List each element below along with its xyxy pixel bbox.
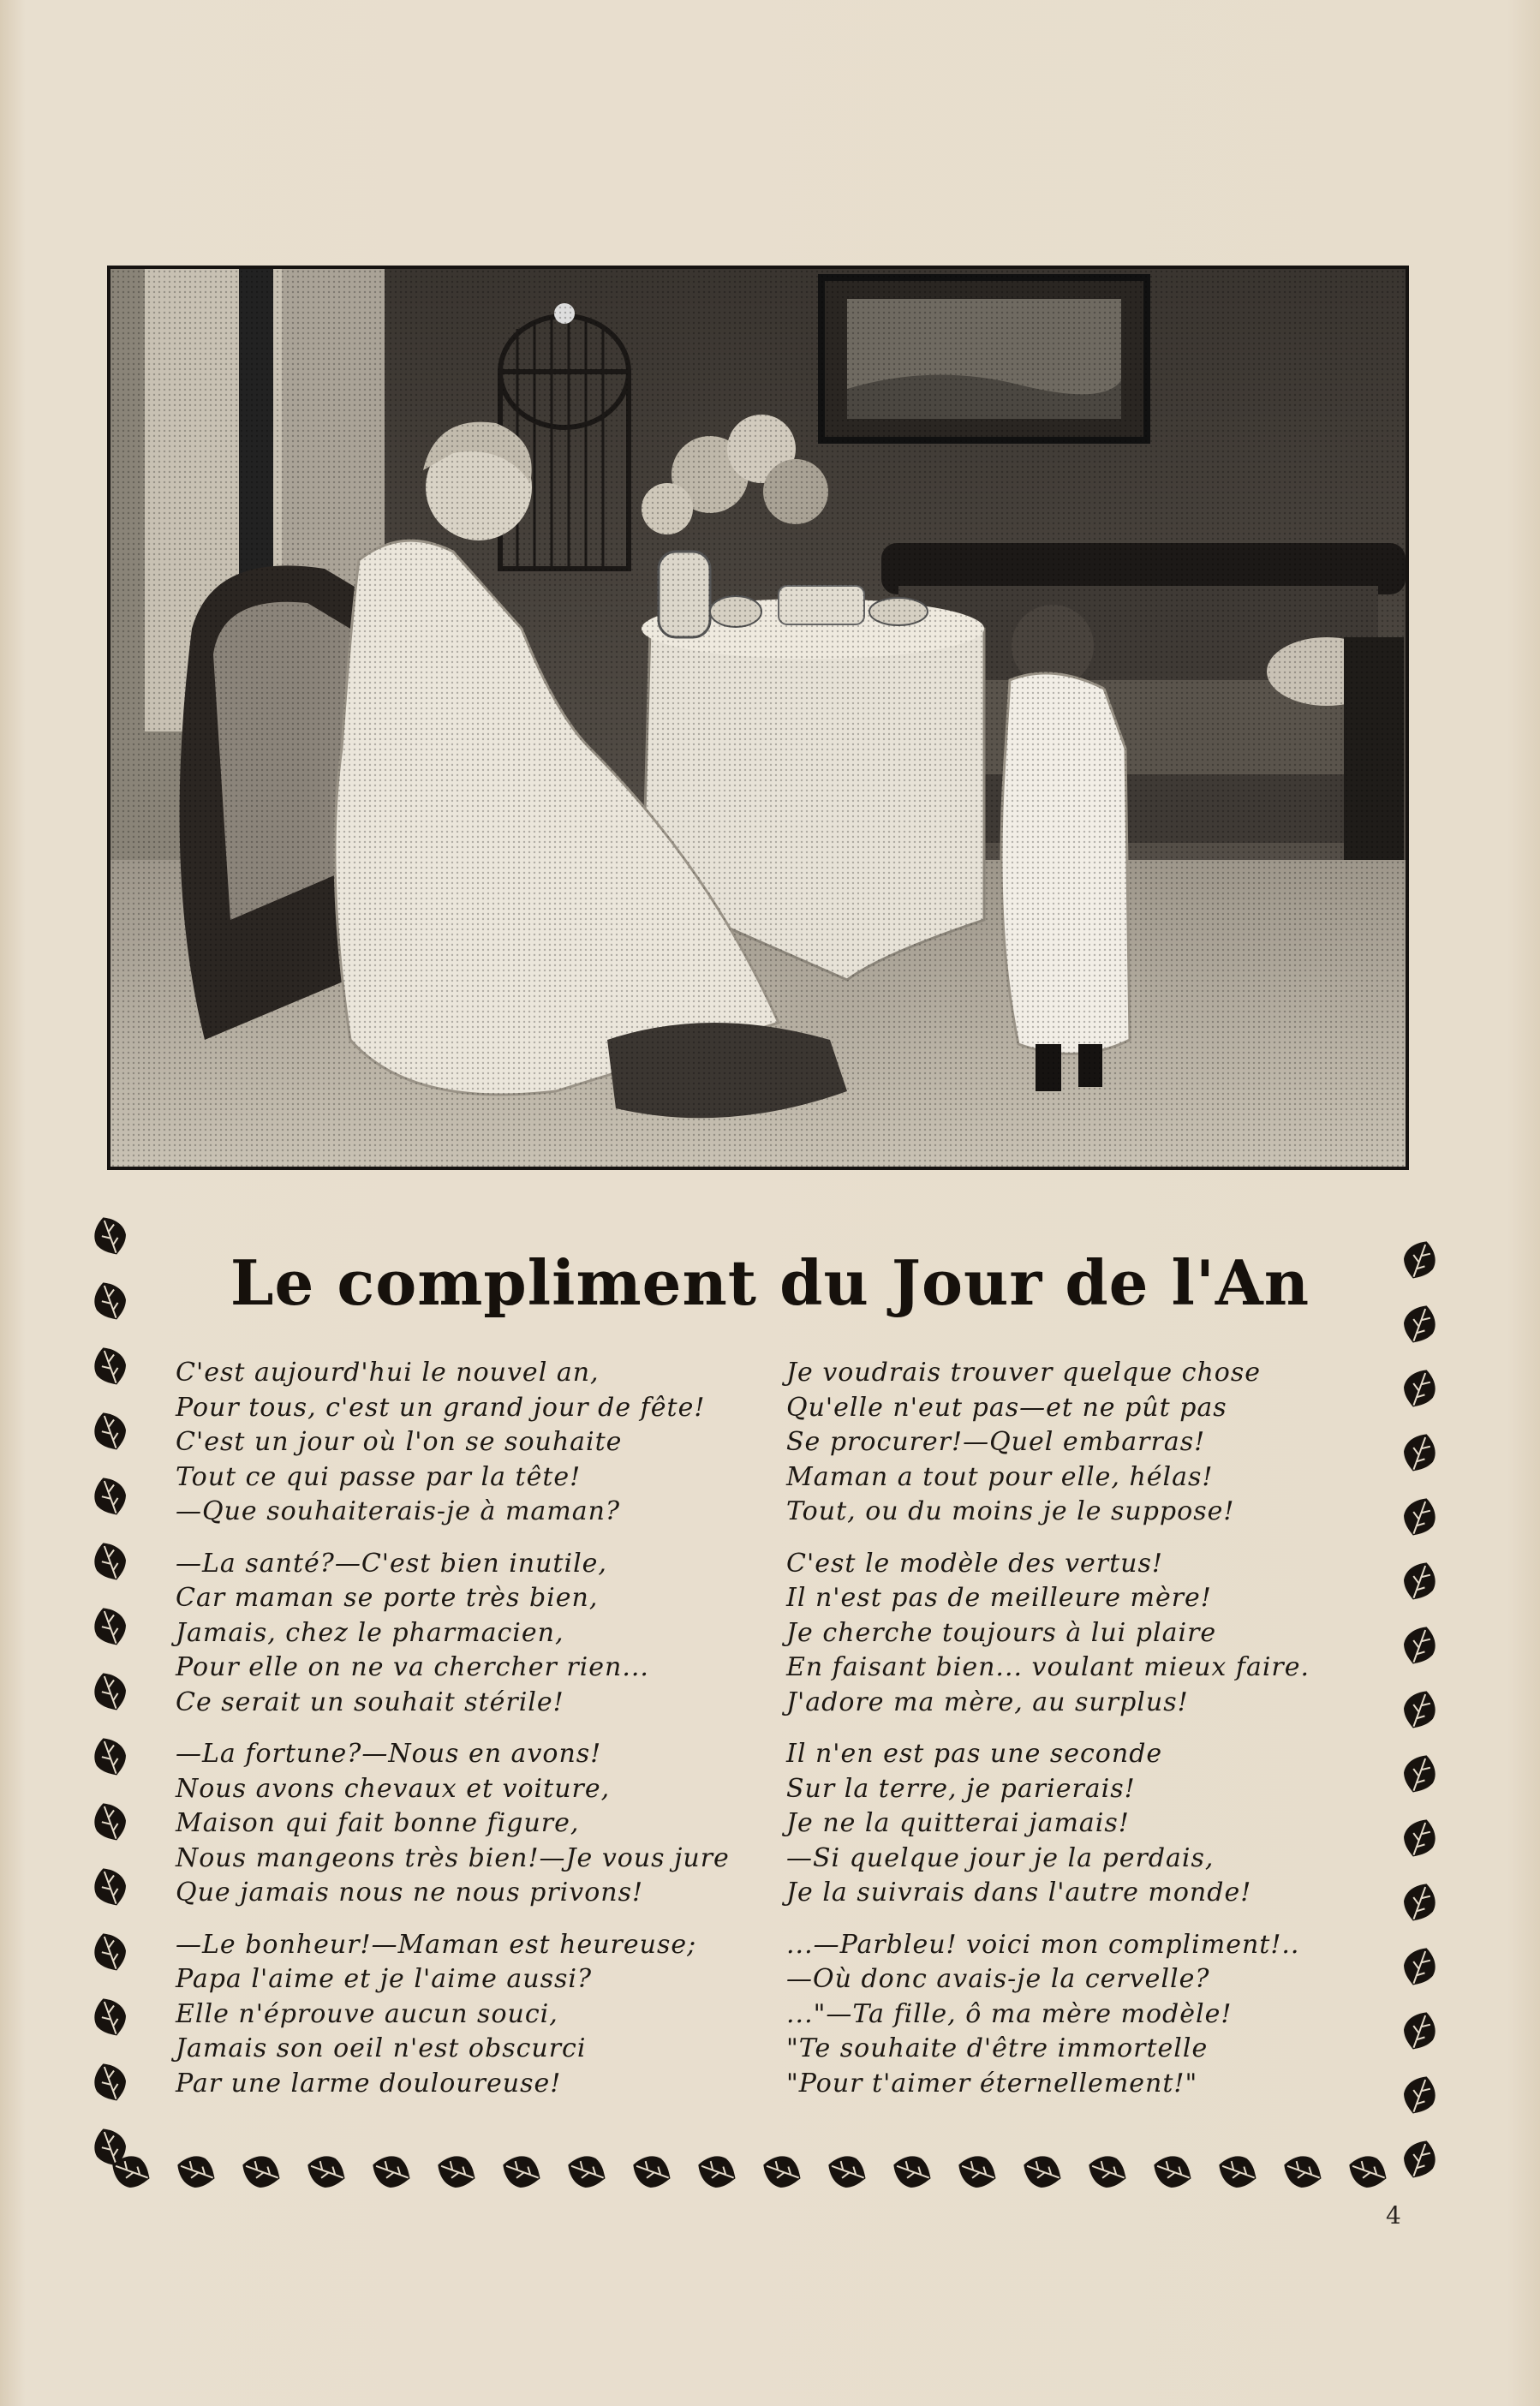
poem-line: C'est le modèle des vertus! xyxy=(786,1548,1163,1579)
leaf-icon xyxy=(1083,2150,1131,2193)
leaf-icon xyxy=(88,1928,131,1976)
poem-line: Maman a tout pour elle, hélas! xyxy=(786,1461,1214,1492)
leaf-icon xyxy=(1399,1557,1442,1605)
poem-line: "Te souhaite d'être immortelle xyxy=(786,2033,1209,2063)
leaf-icon xyxy=(953,2150,1001,2193)
leaf-icon xyxy=(88,2058,131,2106)
poem-line: Je la suivrais dans l'autre monde! xyxy=(786,1878,1252,1907)
poem-line: Maison qui fait bonne figure, xyxy=(176,1808,580,1838)
poem-line: Je voudrais trouver quelque chose xyxy=(786,1358,1261,1388)
poem-line: Car maman se porte très bien, xyxy=(176,1583,599,1613)
leaf-icon xyxy=(1399,1878,1442,1926)
page-number: 4 xyxy=(1386,2201,1401,2230)
poem-line: Pour tous, c'est un grand jour de fête! xyxy=(176,1392,706,1423)
poem-right-column xyxy=(786,1356,1386,2118)
leaf-icon xyxy=(888,2150,936,2193)
poem-stanza xyxy=(176,1356,775,1530)
leaf-icon xyxy=(88,1993,131,2041)
poem-line: Il n'en est pas une seconde xyxy=(786,1739,1163,1769)
leaf-icon xyxy=(1399,2071,1442,2119)
poem-left-column xyxy=(176,1356,775,2118)
leaf-icon xyxy=(1344,2150,1392,2193)
poem-line: Jamais, chez le pharmacien, xyxy=(176,1617,564,1648)
poem-line: En faisant bien... voulant mieux faire. xyxy=(786,1652,1310,1682)
poem-line: Par une larme douloureuse! xyxy=(176,2068,562,2099)
poem-line: —La santé?—C'est bien inutile, xyxy=(176,1548,607,1579)
poem-line: "Pour t'aimer éternellement!" xyxy=(786,2068,1198,2099)
poem-line: —Le bonheur!—Maman est heureuse; xyxy=(176,1929,697,1960)
leaf-icon xyxy=(1279,2150,1327,2193)
poem-line: —Que souhaiterais-je à maman? xyxy=(176,1496,621,1526)
poem-line: Je ne la quitterai jamais! xyxy=(786,1808,1130,1838)
illustration-mother-and-child xyxy=(107,266,1409,1170)
photo-mother-and-child xyxy=(110,269,1406,1167)
poem-line: Qu'elle n'eut pas—et ne pût pas xyxy=(786,1392,1227,1423)
leaf-icon xyxy=(1399,1686,1442,1734)
leaf-icon xyxy=(498,2150,546,2193)
poem-line: ...—Parbleu! voici mon compliment!.. xyxy=(786,1929,1300,1960)
leaf-icon xyxy=(563,2150,611,2193)
poem-line: Sur la terre, je parierais! xyxy=(786,1773,1136,1804)
leaf-icon xyxy=(88,1668,131,1716)
leaf-icon xyxy=(1149,2150,1197,2193)
leaf-icon xyxy=(1214,2150,1262,2193)
poem-stanza xyxy=(176,1928,775,2102)
poem-stanza xyxy=(176,1737,775,1911)
leaf-icon xyxy=(1018,2150,1066,2193)
leaf-icon xyxy=(88,1733,131,1781)
poem-line: Se procurer!—Quel embarras! xyxy=(786,1427,1206,1457)
poem-line: Ce serait un souhait stérile! xyxy=(176,1687,564,1717)
leaf-icon xyxy=(237,2150,285,2193)
poem-stanza xyxy=(786,1737,1386,1911)
leaf-icon xyxy=(88,1603,131,1651)
leaf-icon xyxy=(1399,1364,1442,1412)
poem-line: Nous avons chevaux et voiture, xyxy=(176,1773,611,1804)
poem-line: Je cherche toujours à lui plaire xyxy=(786,1617,1217,1648)
leaf-icon xyxy=(1399,1814,1442,1862)
poem-line: Tout, ou du moins je le suppose! xyxy=(786,1496,1235,1526)
leaf-icon xyxy=(88,1537,131,1585)
poem-line: —La fortune?—Nous en avons! xyxy=(176,1739,602,1769)
leaf-icon xyxy=(88,1863,131,1911)
poem-line: —Où donc avais-je la cervelle? xyxy=(786,1964,1210,1994)
poem-line: Il n'est pas de meilleure mère! xyxy=(786,1583,1212,1613)
leaf-icon xyxy=(693,2150,741,2193)
poem-line: Papa l'aime et je l'aime aussi? xyxy=(176,1964,593,1994)
poem-line: —Si quelque jour je la perdais, xyxy=(786,1842,1215,1873)
leaf-icon xyxy=(1399,1750,1442,1798)
leaf-icon xyxy=(88,1472,131,1520)
poem-line: Jamais son oeil n'est obscurci xyxy=(176,2033,587,2063)
poem-stanza xyxy=(786,1928,1386,2102)
leaf-icon xyxy=(88,1342,131,1390)
leaf-icon xyxy=(302,2150,350,2193)
poem-title: Le compliment du Jour de l'An xyxy=(230,1246,1310,1319)
leaf-icon xyxy=(433,2150,481,2193)
poem-line: Tout ce qui passe par la tête! xyxy=(176,1461,582,1492)
leaf-icon xyxy=(1399,2135,1442,2183)
leaf-icon xyxy=(88,1407,131,1455)
poem-line: J'adore ma mère, au surplus! xyxy=(786,1687,1189,1717)
leaf-icon xyxy=(758,2150,806,2193)
leaf-icon xyxy=(823,2150,871,2193)
poem-stanza xyxy=(176,1547,775,1721)
leaf-icon xyxy=(367,2150,415,2193)
leaf-icon xyxy=(628,2150,676,2193)
leaf-icon xyxy=(1399,1493,1442,1541)
leaf-icon xyxy=(1399,1429,1442,1477)
leaf-icon xyxy=(1399,1621,1442,1669)
poem-stanza xyxy=(786,1356,1386,1530)
leaf-icon xyxy=(1399,1943,1442,1991)
poem-line: C'est aujourd'hui le nouvel an, xyxy=(176,1358,600,1388)
poem-line: ..."—Ta fille, ô ma mère modèle! xyxy=(786,1998,1233,2029)
leaf-icon xyxy=(88,1798,131,1846)
poem-line: Que jamais nous ne nous privons! xyxy=(176,1878,644,1907)
poem-line: Nous mangeons très bien!—Je vous jure xyxy=(176,1842,730,1873)
poem-stanza xyxy=(786,1547,1386,1721)
poem-line: Pour elle on ne va chercher rien... xyxy=(176,1652,649,1682)
leaf-icon xyxy=(172,2150,220,2193)
poem-line: Elle n'éprouve aucun souci, xyxy=(176,1998,558,2029)
poem-line: C'est un jour où l'on se souhaite xyxy=(176,1427,623,1457)
leaf-icon xyxy=(1399,2007,1442,2055)
